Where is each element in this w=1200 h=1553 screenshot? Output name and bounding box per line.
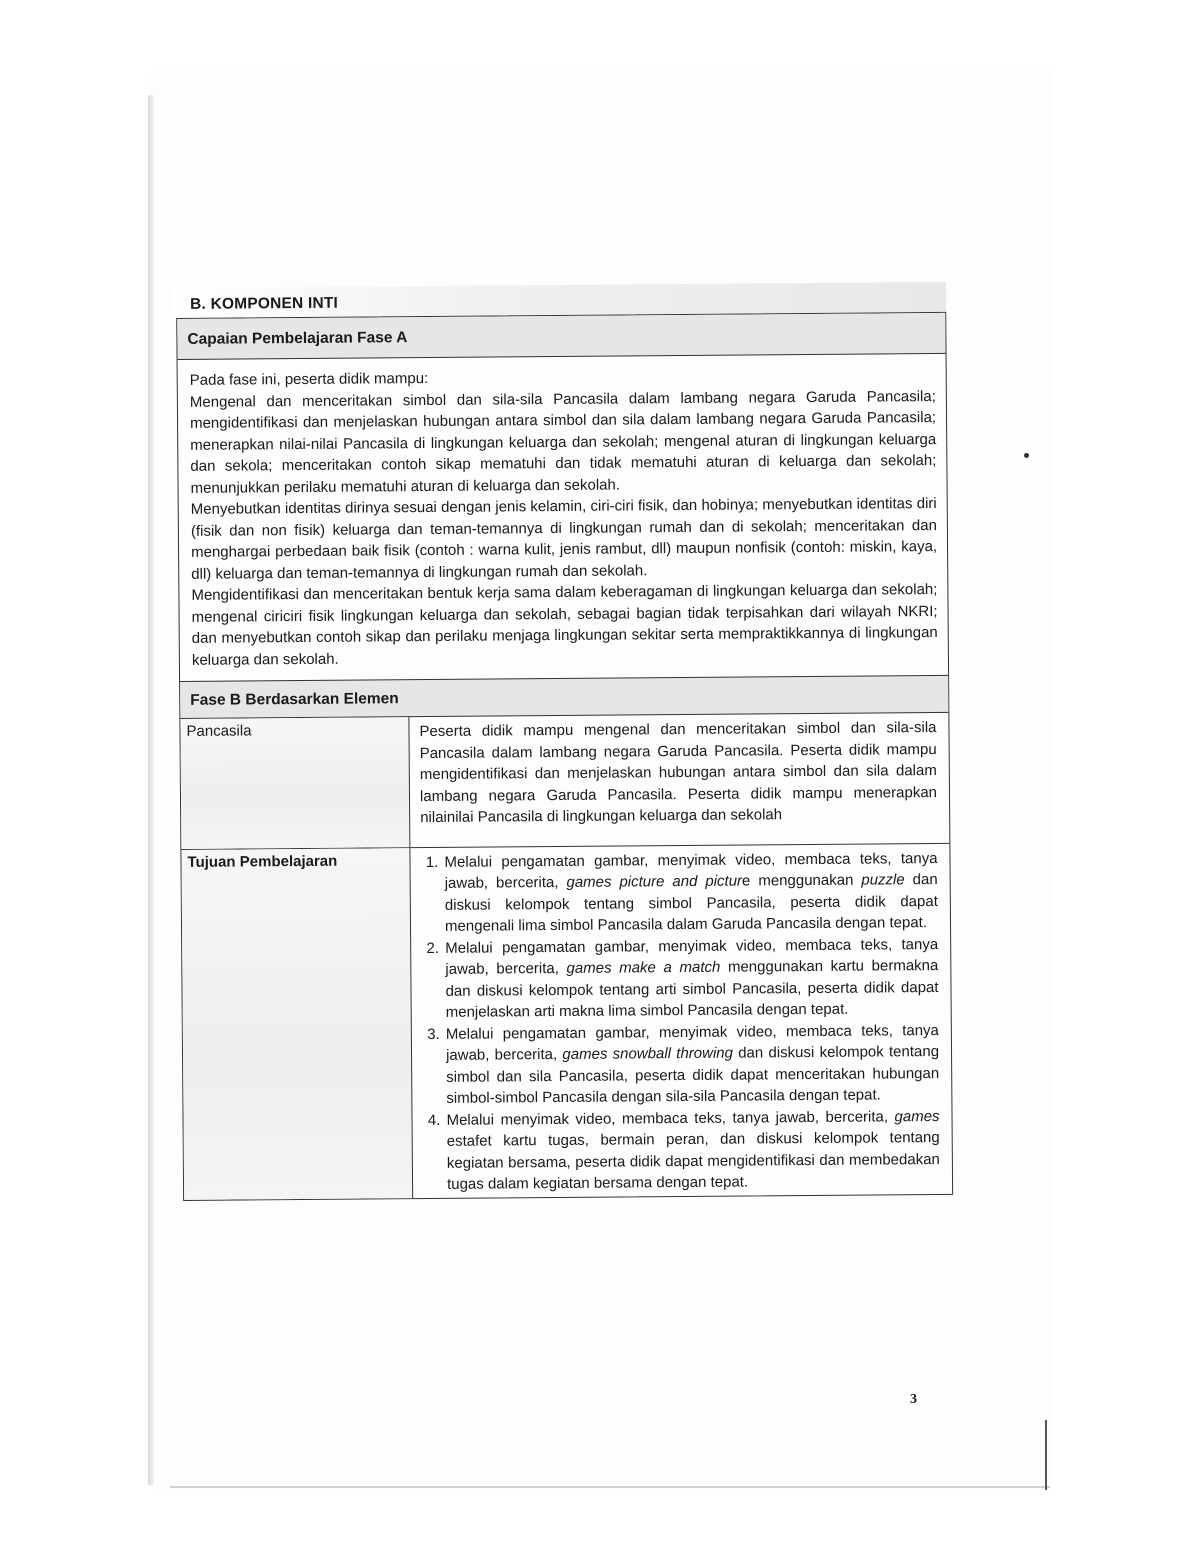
document-content — [172, 282, 953, 1201]
goal-italic-text: games — [894, 1107, 940, 1125]
goal-text: e menggunakan — [741, 871, 862, 890]
core-component-table — [176, 312, 953, 1201]
section-heading: B. KOMPONEN INTI — [172, 282, 946, 318]
page-number: 3 — [910, 1392, 917, 1407]
goal-italic-text: games make a match — [566, 958, 721, 977]
goal-italic-text: games snowball throwing — [562, 1044, 734, 1063]
goal-italic-text: puzzle — [861, 871, 905, 889]
paper-left-edge-shadow — [148, 95, 154, 1485]
capaian-paragraph: Mengidentifikasi dan menceritakan bentuk kerja sama dalam keberagaman di lingkungan keluarga dan sekolah; mengenal ciriciri fisik lingkungan keluarga dan sekolah, sebagai bagian tidak terpisahkan dari wilayah NKRI; dan menyebutkan contoh sikap dan perilaku menjaga lingkungan sekitar serta mempraktikkannya di lingkungan keluarga dan sekolah. — [191, 580, 938, 669]
goal-text: dan diskusi kelompok tentang simbol dan sila Pancasila, peserta didik dapat menceritakan hubungan simbol-simbol Pancasila dengan sila-sila Pancasila dengan tepat. — [446, 1042, 940, 1107]
goal-text: dan diskusi kelompok tentang simbol Pancasila, peserta didik dapat mengenali lima simbol Pancasila dalam Garuda Pancasila dengan tepat. — [444, 871, 938, 935]
goal-text: Melalui pengamatan gambar, menyimak video, membaca teks, tanya jawab, bercerita, — [444, 849, 938, 892]
pancasila-description: Peserta didik mampu mengenal dan menceritakan simbol dan sila-sila Pancasila dalam lambang negara Garuda Pancasila. Peserta didik mampu mengidentifikasi dan menjelaskan hubungan antara simbol dan sila dalam lambang negara Garuda Pancasila. Peserta didik mampu menerapkan nilainilai Pancasila di lingkungan keluarga dan sekolah — [419, 719, 938, 827]
goal-text: Melalui pengamatan gambar, menyimak video, membaca teks, tanya jawab, bercerita, — [445, 1021, 939, 1064]
goal-text: menggunakan kartu bermakna dan diskusi kelompok tentang arti simbol Pancasila, peserta didik dapat menjelaskan arti makna lima simbol Pancasila dengan tepat. — [445, 957, 939, 1021]
capaian-body — [178, 354, 948, 681]
goal-text: Melalui menyimak video, membaca teks, tanya jawab, bercerita, — [446, 1107, 895, 1129]
goal-text: estafet kartu tugas, bermain peran, dan diskusi kelompok tentang kegiatan bersama, peserta didik dapat mengidentifikasi dan membedakan tugas dalam kegiatan bersama dengan tepat. — [446, 1128, 940, 1193]
fase-b-title: Fase B Berdasarkan Elemen — [180, 675, 948, 719]
capaian-paragraph: Menyebutkan identitas dirinya sesuai dengan jenis kelamin, ciri-ciri fisik, dan hobinya; menyebutkan identitas diri (fisik dan non fisik) keluarga dan teman-temannya di lingkungan rumah dan di sekolah; menceritakan dan menghargai perbedaan baik fisik (contoh : warna kulit, jenis rambut, dll) maupun nonfisik (contoh: miskin, kaya, dll) keluarga dan teman-temannya di lingkungan rumah dan sekolah. — [190, 495, 938, 583]
goal-item — [444, 1020, 940, 1110]
stray-dot-mark — [1024, 453, 1029, 458]
goal-italic-text: games picture and pictur — [566, 872, 743, 891]
tujuan-row — [181, 843, 952, 1199]
paper-right-edge-mark — [1045, 1420, 1047, 1490]
paper-bottom-edge — [170, 1486, 1050, 1488]
tujuan-goals — [410, 843, 952, 1197]
goal-item — [443, 934, 939, 1024]
capaian-paragraph: Pada fase ini, peserta didik mampu: — [189, 369, 429, 389]
goal-item — [442, 848, 938, 938]
capaian-title: Capaian Pembelajaran Fase A — [177, 313, 945, 360]
goals-list — [416, 848, 940, 1196]
tujuan-label: Tujuan Pembelajaran — [181, 848, 413, 1200]
capaian-paragraph: Mengenal dan menceritakan simbol dan sila-sila Pancasila dalam lambang negara Garuda Pancasila; mengidentifikasi dan menjelaskan hubungan antara simbol dan sila dalam lambang negara Garuda Pancasila; menerapkan nilai-nilai Pancasila di lingkungan keluarga dan sekolah; mengenal aturan di lingkungan keluarga dan sekola; menceritakan contoh sikap mematuhi dan tidak mematuhi aturan di keluarga dan sekolah; menunjukkan perilaku mematuhi aturan di keluarga dan sekolah. — [189, 387, 937, 497]
pancasila-row — [180, 713, 949, 850]
goal-item — [444, 1105, 940, 1195]
goal-text: Melalui pengamatan gambar, menyimak video, membaca teks, tanya jawab, bercerita, — [445, 935, 939, 978]
pancasila-label: Pancasila — [180, 717, 410, 848]
